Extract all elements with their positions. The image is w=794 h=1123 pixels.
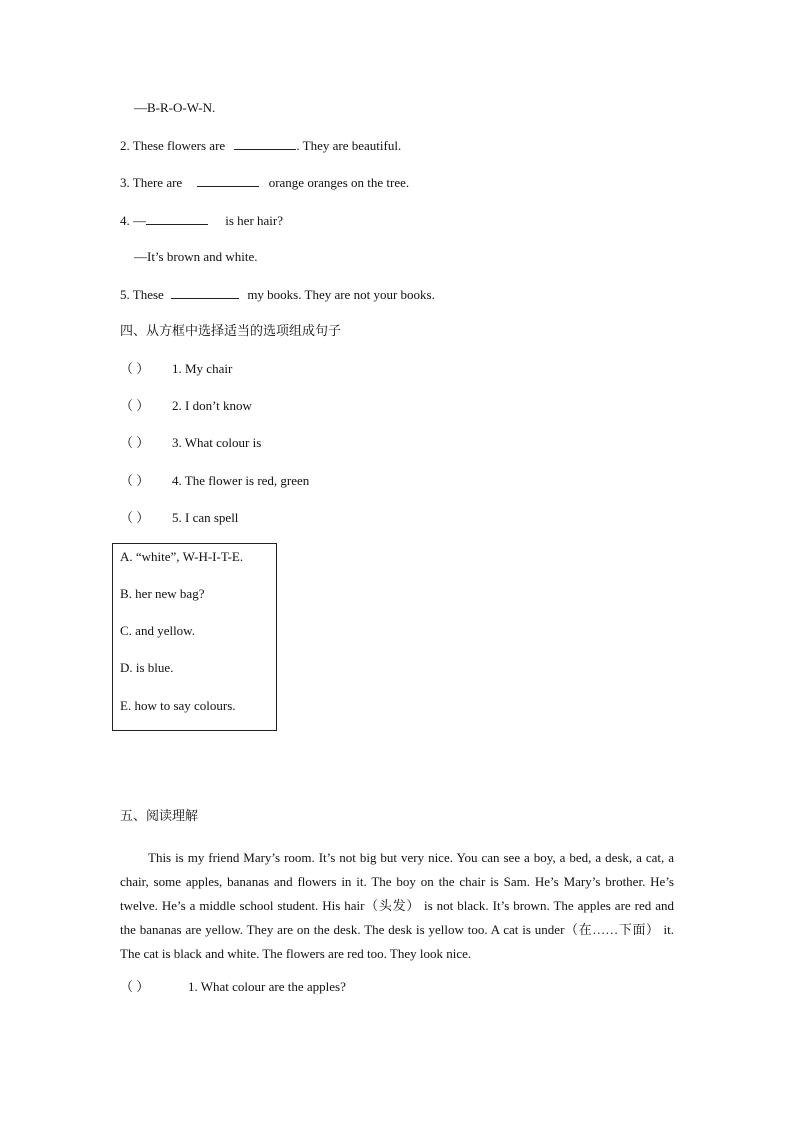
q5-text-before: 5. These [120,287,164,302]
option-b: B. her new bag? [120,586,205,601]
question-2 [120,137,401,154]
match-item-text: 3. What colour is [172,435,262,450]
question-5 [120,286,435,303]
passage-text: This is my friend Mary’s room. It’s not big but very nice. You can see a boy, a bed, a desk, a cat, a chair, some apples, bananas and flowers in it. The boy on the chair is Sam. He’s Mary’s brother. He’s twelve. He’s a middle school student. His hair（头发） is not black. It’s brown. The apples are red and the bananas are yellow. They are on the desk. The desk is yellow too. A cat is under（在……下面） it. The cat is black and white. The flowers are red too. They look nice. [120,850,674,961]
match-item-4 [120,473,309,489]
q3-text-before: 3. There are [120,175,183,190]
q4-answer: —It’s brown and white. [134,249,258,264]
answer-paren[interactable]: （ ） [120,361,150,376]
match-item-text: 5. I can spell [172,510,239,525]
q2-text-before: 2. These flowers are [120,138,226,153]
option-e: E. how to say colours. [120,698,236,713]
section-4-title: 四、从方框中选择适当的选项组成句子 [120,324,342,339]
answer-paren[interactable]: （ ） [120,510,150,525]
q2-text-after: . They are beautiful. [296,138,402,153]
reading-question-1 [120,979,346,995]
q5-blank[interactable] [171,286,239,299]
option-d: D. is blue. [120,660,174,675]
reading-passage [120,846,674,966]
option-a: A. “white”, W-H-I-T-E. [120,549,244,564]
q5-text-after: my books. They are not your books. [247,287,435,302]
answer-paren[interactable]: （ ） [120,979,150,994]
q3-text-after: orange oranges on the tree. [268,175,410,190]
answer-paren[interactable]: （ ） [120,473,150,488]
option-c: C. and yellow. [120,623,195,638]
question-3 [120,174,409,191]
answer-paren[interactable]: （ ） [120,435,150,450]
options-box [112,543,277,731]
question-4 [120,212,283,229]
match-item-2 [120,398,252,414]
q3-blank[interactable] [197,174,259,187]
answer-paren[interactable]: （ ） [120,398,150,413]
match-item-text: 4. The flower is red, green [172,473,310,488]
q2-blank[interactable] [234,137,296,150]
section-5-title: 五、阅读理解 [120,809,199,824]
match-item-3 [120,435,261,451]
q4-text-after: is her hair? [225,213,284,228]
match-item-text: 1. My chair [172,361,233,376]
match-item-5 [120,510,238,526]
match-item-1 [120,361,232,377]
q4-blank[interactable] [146,212,208,225]
q4-text-before: 4. — [120,213,146,228]
reading-q1-text: 1. What colour are the apples? [188,979,346,994]
q1-answer: —B-R-O-W-N. [134,100,216,115]
match-item-text: 2. I don’t know [172,398,252,413]
